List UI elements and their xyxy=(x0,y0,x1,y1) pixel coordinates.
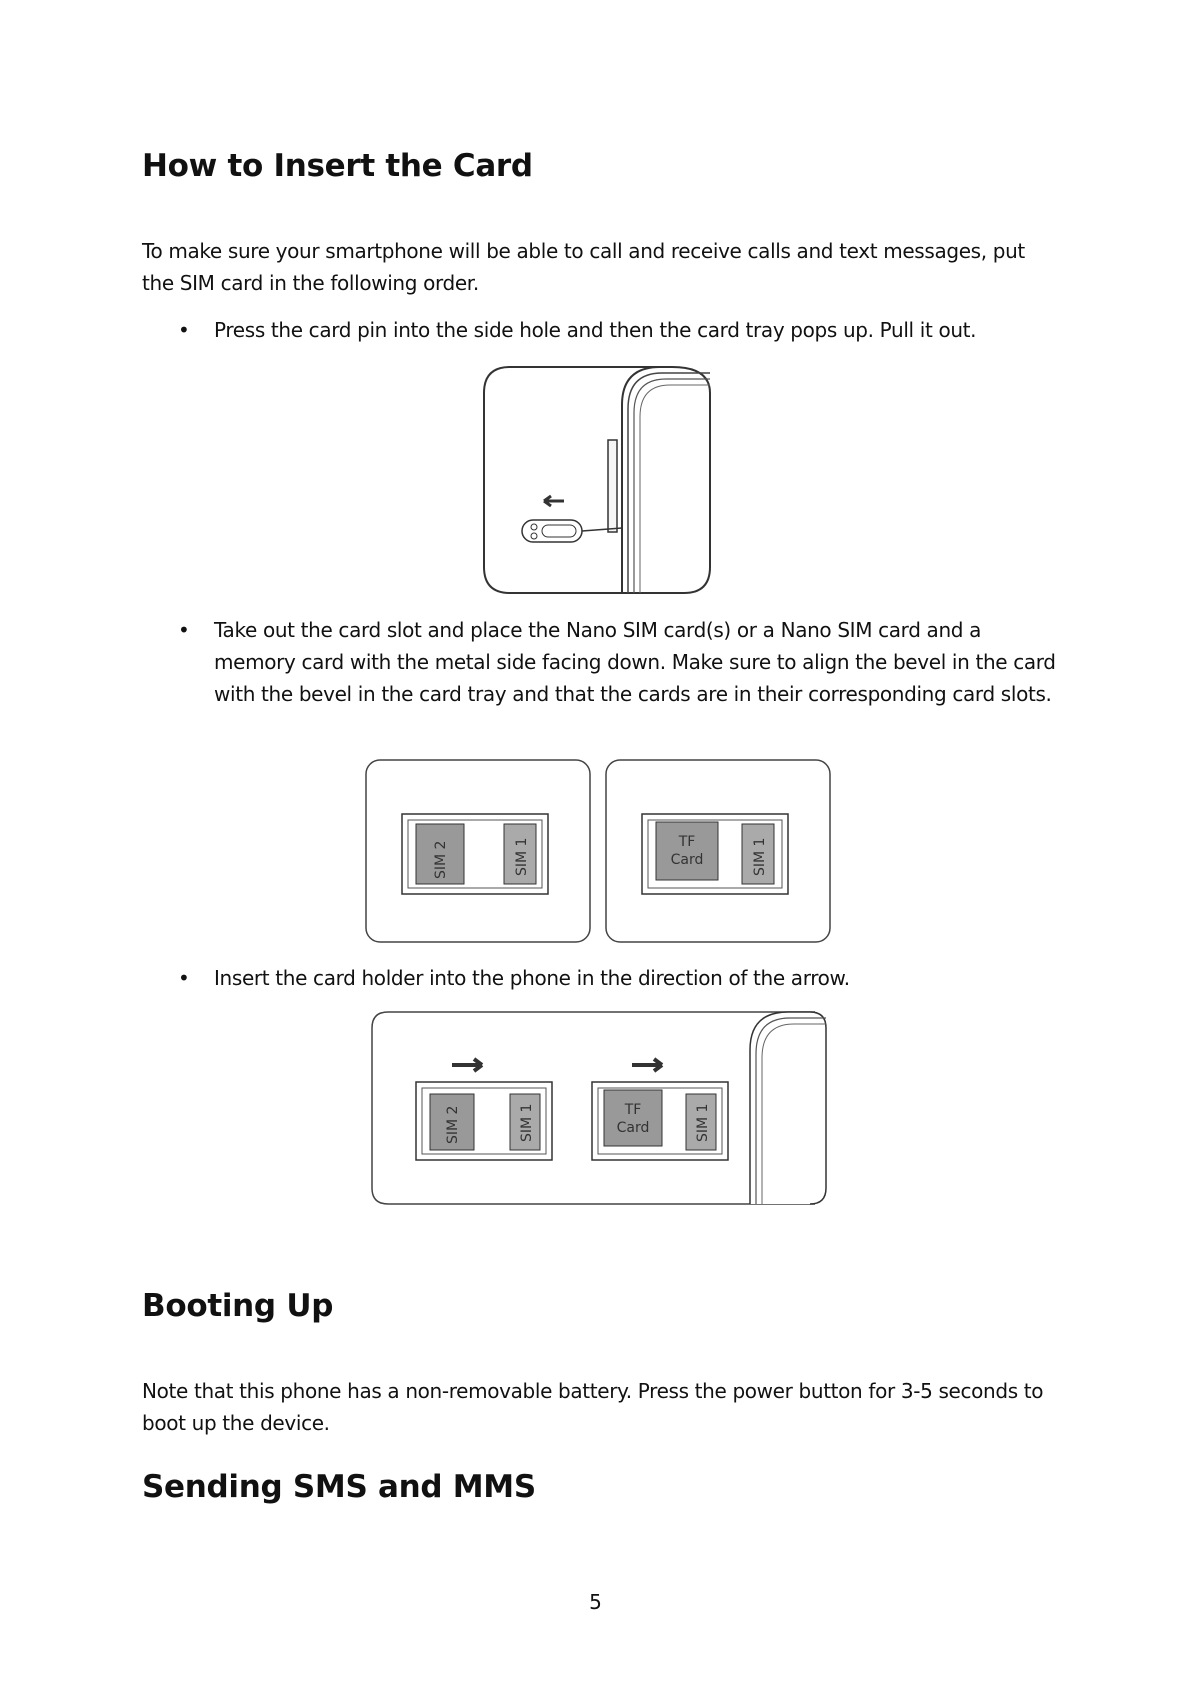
bullet-icon: • xyxy=(178,318,190,342)
arrow-left-icon xyxy=(544,496,564,506)
tf-label-line2: Card xyxy=(670,852,704,868)
heading-sms-mms: Sending SMS and MMS xyxy=(142,1469,536,1505)
sim2-label: SIM 2 xyxy=(433,840,449,879)
tf-card xyxy=(656,822,718,880)
sim1-label: SIM 1 xyxy=(519,1103,535,1142)
phone-edge xyxy=(750,1012,826,1204)
tf-label-line1: TF xyxy=(624,1102,642,1118)
tf-label-line1: TF xyxy=(678,834,696,850)
heading-insert-card: How to Insert the Card xyxy=(142,148,533,184)
tf-label-line2: Card xyxy=(616,1120,650,1136)
sim1-label: SIM 1 xyxy=(695,1103,711,1142)
intro-paragraph: To make sure your smartphone will be able to call and receive calls and text messages, put the SIM card in the following order. xyxy=(142,239,1025,295)
figure-insert-tray xyxy=(370,1010,830,1206)
sim2-label: SIM 2 xyxy=(445,1105,461,1144)
sim1-label: SIM 1 xyxy=(752,837,768,876)
eject-pin-icon xyxy=(522,520,622,542)
tray-sim-tf xyxy=(642,814,788,894)
heading-booting-up: Booting Up xyxy=(142,1288,334,1324)
bullet-icon: • xyxy=(178,966,190,990)
tray-dual-sim xyxy=(416,1082,552,1160)
figure-card-tray-options xyxy=(364,758,834,944)
bullet-text: Press the card pin into the side hole and then the card tray pops up. Pull it out. xyxy=(214,318,977,342)
card-tray xyxy=(608,440,617,532)
tray-sim-tf xyxy=(592,1082,728,1160)
bullet-text: Take out the card slot and place the Nano SIM card(s) or a Nano SIM card and a memory card with the metal side facing down. Make sure to align the bevel in the card with the bevel in the card tray and that the cards are in their corresponding card slots. xyxy=(214,618,1056,706)
bullet-icon: • xyxy=(178,618,190,642)
bullet-text: Insert the card holder into the phone in the direction of the arrow. xyxy=(214,966,850,990)
figure-eject-tray xyxy=(482,365,712,595)
booting-paragraph: Note that this phone has a non-removable battery. Press the power button for 3-5 seconds to boot up the device. xyxy=(142,1379,1044,1435)
sim1-label: SIM 1 xyxy=(514,837,530,876)
tray-dual-sim xyxy=(402,814,548,894)
page-number: 5 xyxy=(589,1590,602,1614)
